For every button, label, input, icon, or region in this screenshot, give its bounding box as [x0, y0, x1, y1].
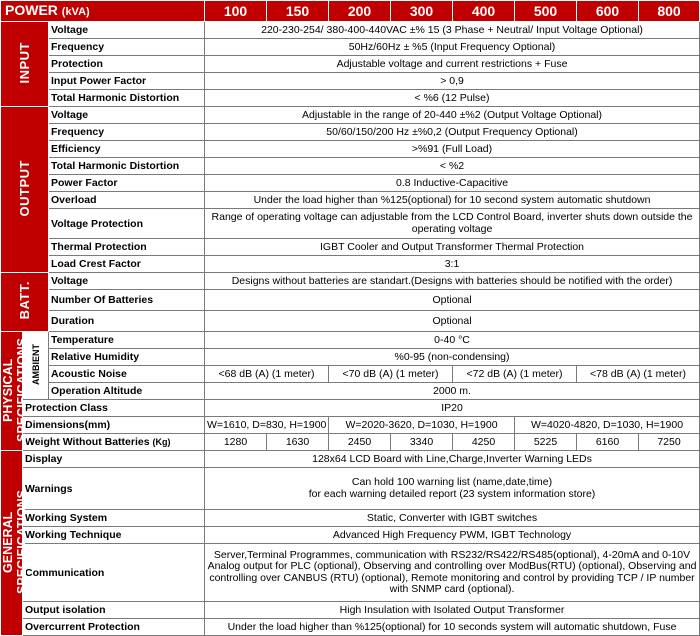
- section-physical: PHYSICAL SPECIFICATIONS: [1, 332, 23, 451]
- noise-value-4: <78 dB (A) (1 meter): [577, 366, 700, 383]
- output-overload-value: Under the load higher than %125(optional) for 10 second system automatic shutdown: [205, 192, 700, 209]
- section-general: GENERAL SPECIFICATIONS: [1, 451, 23, 636]
- communication-value: Server,Terminal Programmes, communication with RS232/RS422/RS485(optional), 4-20mA and 0-10V Analog output for PLC (optional), Observing and controlling over ModBus(RTU) (optional), Observing and controlling over CANBUS (RTU) (optional), Remote monitoring and control by providing TCP / IP number with SNMP card (optional).: [205, 544, 700, 602]
- input-thd-label: Total Harmonic Distortion: [49, 90, 205, 107]
- output-voltage-protection-label: Voltage Protection: [49, 209, 205, 239]
- display-label: Display: [23, 451, 205, 468]
- warnings-label: Warnings: [23, 468, 205, 510]
- weight-value-150: 1630: [267, 434, 329, 451]
- rating-100: 100: [205, 1, 267, 22]
- output-thermal-protection-label: Thermal Protection: [49, 239, 205, 256]
- output-power-factor-value: 0.8 Inductive-Capacitive: [205, 175, 700, 192]
- battery-voltage-value: Designs without batteries are standart.(Designs with batteries should be notified with the order): [205, 273, 700, 290]
- input-voltage-value: 220-230-254/ 380-400-440VAC ±% 15 (3 Phase + Neutral/ Input Voltage Optional): [205, 22, 700, 39]
- altitude-value: 2000 m.: [205, 383, 700, 400]
- section-battery: BATT.: [1, 273, 49, 332]
- working-technique-value: Advanced High Frequency PWM, IGBT Technology: [205, 527, 700, 544]
- rating-150: 150: [267, 1, 329, 22]
- section-output: OUTPUT: [1, 107, 49, 273]
- warnings-value: Can hold 100 warning list (name,date,time) for each warning detailed report (23 system information store): [205, 468, 700, 510]
- overcurrent-value: Under the load higher than %125(optional) for 10 seconds system will automatic shutdown, Fuse: [205, 619, 700, 636]
- protection-class-value: IP20: [205, 400, 700, 417]
- rating-400: 400: [453, 1, 515, 22]
- working-technique-label: Working Technique: [23, 527, 205, 544]
- weight-label: Weight Without Batteries (Kg): [23, 434, 205, 451]
- battery-number-label: Number Of Batteries: [49, 290, 205, 311]
- output-thd-label: Total Harmonic Distortion: [49, 158, 205, 175]
- input-frequency-value: 50Hz/60Hz ± %5 (Input Frequency Optional): [205, 39, 700, 56]
- power-header: POWER (kVA): [1, 1, 205, 22]
- rating-300: 300: [391, 1, 453, 22]
- protection-class-label: Protection Class: [23, 400, 205, 417]
- output-frequency-value: 50/60/150/200 Hz ±%0,2 (Output Frequency Optional): [205, 124, 700, 141]
- input-power-factor-label: Input Power Factor: [49, 73, 205, 90]
- weight-value-500: 5225: [515, 434, 577, 451]
- overcurrent-label: Overcurrent Protection: [23, 619, 205, 636]
- header-row: [1, 1, 700, 22]
- output-efficiency-label: Efficiency: [49, 141, 205, 158]
- output-overload-label: Overload: [49, 192, 205, 209]
- input-protection-value: Adjustable voltage and current restrictions + Fuse: [205, 56, 700, 73]
- output-efficiency-value: >%91 (Full Load): [205, 141, 700, 158]
- output-crest-factor-value: 3:1: [205, 256, 700, 273]
- noise-label: Acoustic Noise: [49, 366, 205, 383]
- working-system-label: Working System: [23, 510, 205, 527]
- input-protection-label: Protection: [49, 56, 205, 73]
- weight-value-100: 1280: [205, 434, 267, 451]
- weight-value-200: 2450: [329, 434, 391, 451]
- rating-200: 200: [329, 1, 391, 22]
- rating-600: 600: [577, 1, 639, 22]
- weight-value-800: 7250: [639, 434, 700, 451]
- input-voltage-label: Voltage: [49, 22, 205, 39]
- dimensions-label: Dimensions(mm): [23, 417, 205, 434]
- input-frequency-label: Frequency: [49, 39, 205, 56]
- dimensions-value-1: W=1610, D=830, H=1900: [205, 417, 329, 434]
- output-voltage-protection-value: Range of operating voltage can adjustable from the LCD Control Board, inverter shuts down outside the operating voltage: [205, 209, 700, 239]
- output-isolation-label: Output isolation: [23, 602, 205, 619]
- dimensions-value-3: W=4020-4820, D=1030, H=1900: [515, 417, 700, 434]
- humidity-value: %0-95 (non-condensing): [205, 349, 700, 366]
- noise-value-1: <68 dB (A) (1 meter): [205, 366, 329, 383]
- output-isolation-value: High Insulation with Isolated Output Transformer: [205, 602, 700, 619]
- output-voltage-value: Adjustable in the range of 20-440 ±%2 (Output Voltage Optional): [205, 107, 700, 124]
- display-value: 128x64 LCD Board with Line,Charge,Inverter Warning LEDs: [205, 451, 700, 468]
- output-thermal-protection-value: IGBT Cooler and Output Transformer Thermal Protection: [205, 239, 700, 256]
- working-system-value: Static, Converter with IGBT switches: [205, 510, 700, 527]
- battery-voltage-label: Voltage: [49, 273, 205, 290]
- input-power-factor-value: > 0,9: [205, 73, 700, 90]
- battery-number-value: Optional: [205, 290, 700, 311]
- rating-800: 800: [639, 1, 700, 22]
- weight-value-300: 3340: [391, 434, 453, 451]
- weight-value-600: 6160: [577, 434, 639, 451]
- communication-label: Communication: [23, 544, 205, 602]
- input-thd-value: < %6 (12 Pulse): [205, 90, 700, 107]
- output-crest-factor-label: Load Crest Factor: [49, 256, 205, 273]
- output-frequency-label: Frequency: [49, 124, 205, 141]
- battery-duration-value: Optional: [205, 311, 700, 332]
- output-power-factor-label: Power Factor: [49, 175, 205, 192]
- section-input: INPUT: [1, 22, 49, 107]
- output-voltage-label: Voltage: [49, 107, 205, 124]
- altitude-label: Operation Altitude: [49, 383, 205, 400]
- temperature-label: Temperature: [49, 332, 205, 349]
- battery-duration-label: Duration: [49, 311, 205, 332]
- subsection-ambient: AMBIENT: [23, 332, 49, 400]
- weight-value-400: 4250: [453, 434, 515, 451]
- humidity-label: Relative Humidity: [49, 349, 205, 366]
- noise-value-2: <70 dB (A) (1 meter): [329, 366, 453, 383]
- output-thd-value: < %2: [205, 158, 700, 175]
- noise-value-3: <72 dB (A) (1 meter): [453, 366, 577, 383]
- dimensions-value-2: W=2020-3620, D=1030, H=1900: [329, 417, 515, 434]
- rating-500: 500: [515, 1, 577, 22]
- temperature-value: 0-40 °C: [205, 332, 700, 349]
